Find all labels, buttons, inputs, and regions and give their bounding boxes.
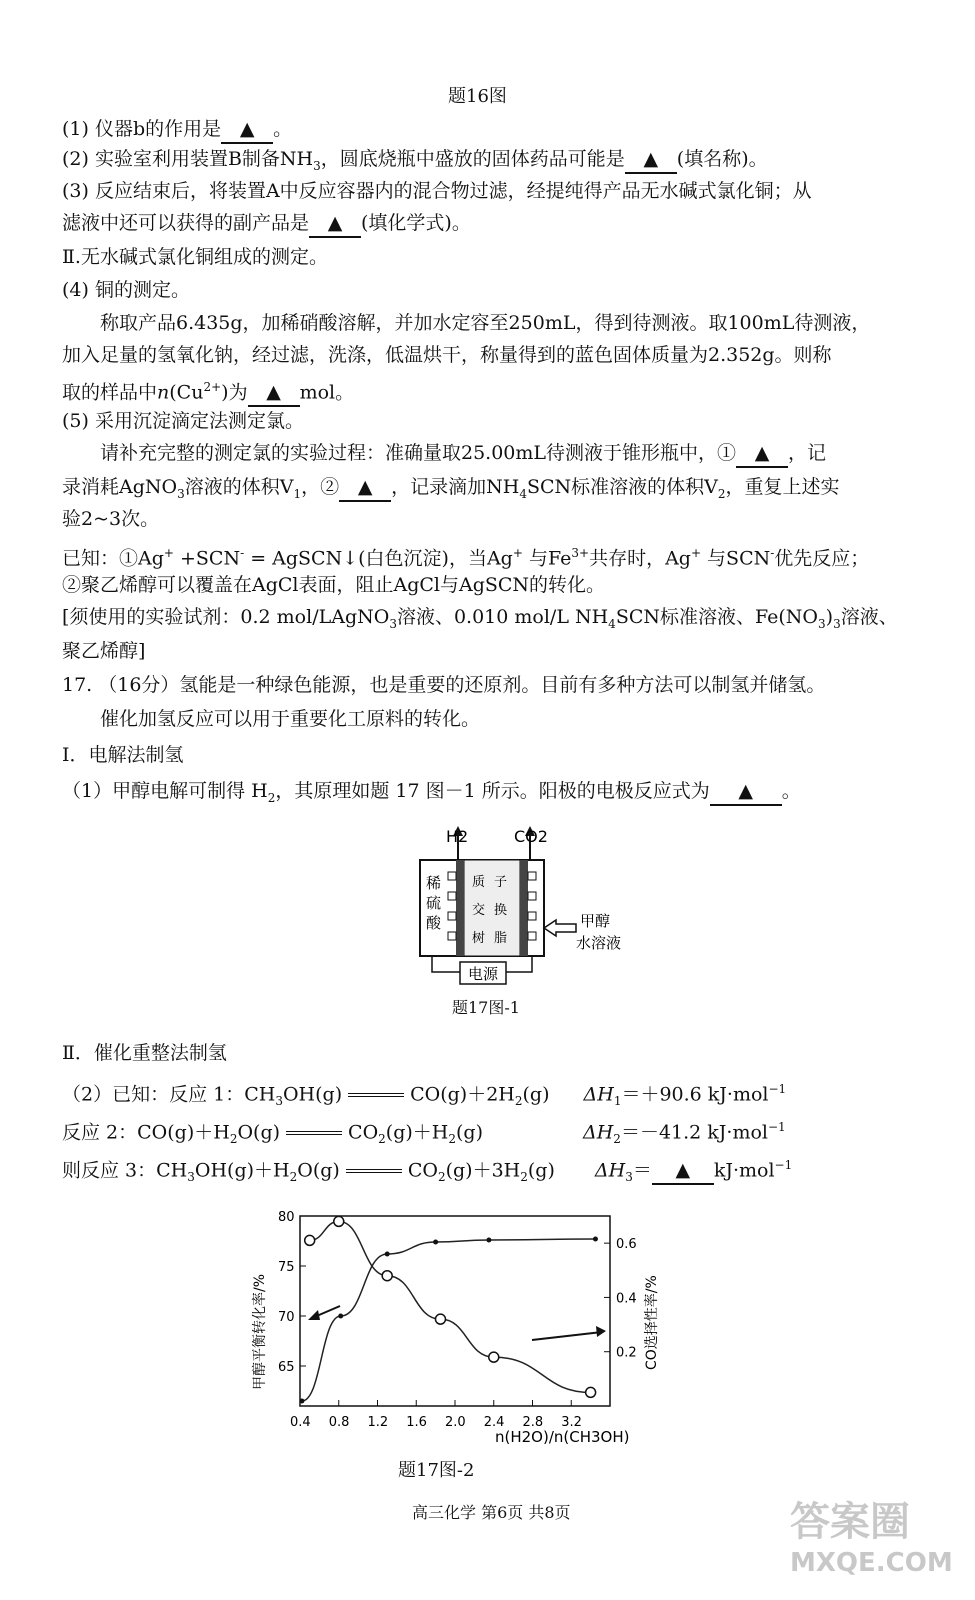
equals-arrow	[346, 1169, 402, 1173]
question-5-text2: 录消耗AgNO$_3$溶液的体积$V_1$，② ▲ ，记录滴加$NH_4SCN$标准溶液的体积$V_2$，重复上述实	[62, 476, 840, 501]
x-tick-label: 2.8	[522, 1415, 544, 1430]
y-left-label: 甲醇平衡转化率/%	[252, 1273, 268, 1390]
answer-blank[interactable]: ▲	[710, 778, 782, 806]
section-17-1-heading: Ⅰ．电解法制氢	[62, 744, 184, 766]
power-label: 电源	[468, 965, 499, 983]
circuit-right	[506, 956, 532, 972]
watermark-logo: 答案圈	[790, 1499, 910, 1545]
fig17-1-caption: 题17图-1	[452, 998, 520, 1017]
series-point-dot	[385, 1252, 390, 1257]
co2-label: CO2	[514, 827, 548, 846]
question-5: (5) 采用沉淀滴定法测定氯。	[62, 410, 304, 432]
equals-arrow	[348, 1093, 404, 1097]
x-tick-label: 1.2	[367, 1415, 389, 1430]
circuit-left	[432, 956, 460, 972]
known-2: ②聚乙烯醇可以覆盖在AgCl表面，阻止AgCl与AgSCN的转化。	[62, 574, 606, 596]
plot-frame	[300, 1216, 610, 1406]
reaction-3: 则反应 3：$CH_3OH(g)+H_2O(g)$ $CO_2(g)+3H_2(g)$ $\Delta H_3=$ ▲ kJ·mol$^{-1}$	[62, 1158, 793, 1185]
series-point-dot	[486, 1238, 491, 1243]
reaction-2: 反应 2：$CO(g)+H_2O(g)$ $CO_2(g)+H_2(g)$ $\Delta H_2=-41.2$ kJ·mol$^{-1}$	[62, 1120, 786, 1147]
y-right-label: CO选择性率/%	[644, 1275, 660, 1370]
right-axis-arrow	[532, 1332, 602, 1340]
series-point-circle	[489, 1352, 499, 1362]
y-right-tick-label: 0.2	[616, 1345, 637, 1361]
feed-arrow	[544, 920, 576, 936]
y-right-tick-label: 0.6	[616, 1237, 637, 1253]
x-tick-label: 1.6	[406, 1415, 427, 1430]
question-4: (4) 铜的测定。	[62, 279, 190, 301]
right-label-2: 水溶液	[576, 934, 622, 952]
question-4-text2: 加入足量的氢氧化钠，经过滤，洗涤，低温烘干，称量得到的蓝色固体质量为2.352g。则称	[62, 344, 832, 366]
membrane-label-6: 脂	[494, 931, 508, 946]
question-2: (2) 实验室利用装置B制备$NH_3$，圆底烧瓶中盛放的固体药品可能是 ▲ (填名称)。	[62, 148, 768, 173]
question-3-line1: (3) 反应结束后，将装置A中反应容器内的混合物过滤，经提纯得产品无水碱式氯化铜；从	[62, 180, 812, 202]
question-17-intro: 17. （16分）氢能是一种绿色能源，也是重要的还原剂。目前有多种方法可以制氢并储氢。	[62, 674, 826, 696]
x-tick-label: 2.0	[445, 1415, 466, 1430]
series-point-circle	[305, 1235, 315, 1245]
membrane-label-5: 树	[472, 931, 486, 946]
series-point-dot	[299, 1399, 304, 1404]
question-5-text3: 验2~3次。	[62, 508, 160, 530]
answer-blank[interactable]: ▲	[625, 146, 677, 174]
known-1: 已知：①Ag+ +SCN- = AgSCN↓(白色沉淀)，当Ag+ 与$Fe^{3+}$共存时，Ag+ 与SCN-优先反应；	[62, 546, 870, 570]
series-point-circle	[382, 1271, 392, 1281]
series-point-dot	[433, 1240, 438, 1245]
answer-blank[interactable]: ▲	[736, 440, 788, 468]
x-tick-label: 0.8	[328, 1415, 350, 1430]
section-2-heading: Ⅱ.无水碱式氯化铜组成的测定。	[62, 246, 328, 268]
x-tick-label: 2.4	[483, 1415, 505, 1430]
question-5-text1: 请补充完整的测定氯的实验过程：准确量取25.00mL待测液于锥形瓶中，① ▲ ，记	[100, 440, 826, 468]
answer-blank[interactable]: ▲	[652, 1157, 714, 1185]
equals-arrow	[286, 1131, 342, 1135]
left-label-1: 稀	[426, 874, 442, 892]
electrolysis-diagram	[410, 822, 650, 992]
question-1: (1) 仪器b的作用是 ▲ 。	[62, 116, 292, 144]
left-label-2: 硫	[426, 894, 442, 912]
question-17-intro2: 催化加氢反应可以用于重要化工原料的转化。	[100, 708, 481, 730]
question-3-line2: 滤液中还可以获得的副产品是 ▲ (填化学式)。	[62, 210, 471, 238]
reagents-1: [须使用的实验试剂：0.2 mol/LAgNO$_3$溶液、0.010 mol/L $NH_4SCN$标准溶液、$Fe(NO_3)_3$溶液、	[62, 606, 898, 631]
section-17-2-heading: Ⅱ．催化重整法制氢	[62, 1042, 227, 1064]
left-label-3: 酸	[426, 914, 442, 932]
left-electrode	[456, 860, 464, 956]
series-point-circle	[435, 1314, 445, 1324]
question-4-text3: 取的样品中$n(Cu^{2+})$为 ▲ mol。	[62, 374, 354, 407]
x-tick-label: 0.4	[290, 1415, 311, 1430]
question-17-1: （1）甲醇电解可制得 $H_2$，其原理如题 17 图－1 所示。阳极的电极反应式为 ▲ 。	[62, 780, 801, 805]
reaction-1: （2）已知：反应 1：$CH_3OH(g)$ $CO(g)+2H_2(g)$ $\Delta H_1=+90.6$ kJ·mol$^{-1}$	[62, 1082, 787, 1109]
membrane-label-4: 换	[494, 903, 508, 918]
reagents-2: 聚乙烯醇]	[62, 640, 146, 662]
y-left-tick-label: 75	[278, 1260, 295, 1275]
fig16-caption: 题16图	[448, 86, 507, 107]
membrane-label-2: 子	[494, 875, 508, 890]
h2-label: H2	[446, 827, 469, 846]
membrane-label-1: 质	[472, 875, 486, 890]
page-footer: 高三化学 第6页 共8页	[412, 1503, 571, 1522]
right-electrode	[520, 860, 528, 956]
right-axis-arrowhead	[596, 1326, 606, 1337]
watermark-url: MXQE.COM	[790, 1548, 953, 1578]
answer-blank[interactable]: ▲	[309, 210, 361, 238]
answer-blank[interactable]: ▲	[339, 474, 391, 502]
conversion-chart	[240, 1200, 680, 1450]
series-point-circle	[586, 1387, 596, 1397]
series-point-dot	[338, 1314, 343, 1319]
left-axis-arrowhead	[308, 1310, 320, 1320]
question-4-text1: 称取产品6.435g，加稀硝酸溶解，并加水定容至250mL，得到待测液。取100mL待测液，	[100, 312, 871, 334]
answer-blank[interactable]: ▲	[248, 379, 300, 407]
x-label: n(H2O)/n(CH3OH)	[495, 1428, 630, 1446]
answer-blank[interactable]: ▲	[221, 116, 273, 144]
membrane-label-3: 交	[472, 903, 486, 918]
series-point-dot	[593, 1237, 598, 1242]
series-point-circle	[334, 1216, 344, 1226]
right-label-1: 甲醇	[580, 912, 611, 930]
y-left-tick-label: 80	[278, 1210, 295, 1225]
y-left-tick-label: 65	[278, 1360, 295, 1375]
fig17-2-caption: 题17图-2	[398, 1460, 475, 1481]
x-tick-label: 3.2	[561, 1415, 582, 1430]
y-right-tick-label: 0.4	[616, 1291, 637, 1307]
series-line-0	[310, 1221, 591, 1392]
y-left-tick-label: 70	[278, 1310, 295, 1325]
